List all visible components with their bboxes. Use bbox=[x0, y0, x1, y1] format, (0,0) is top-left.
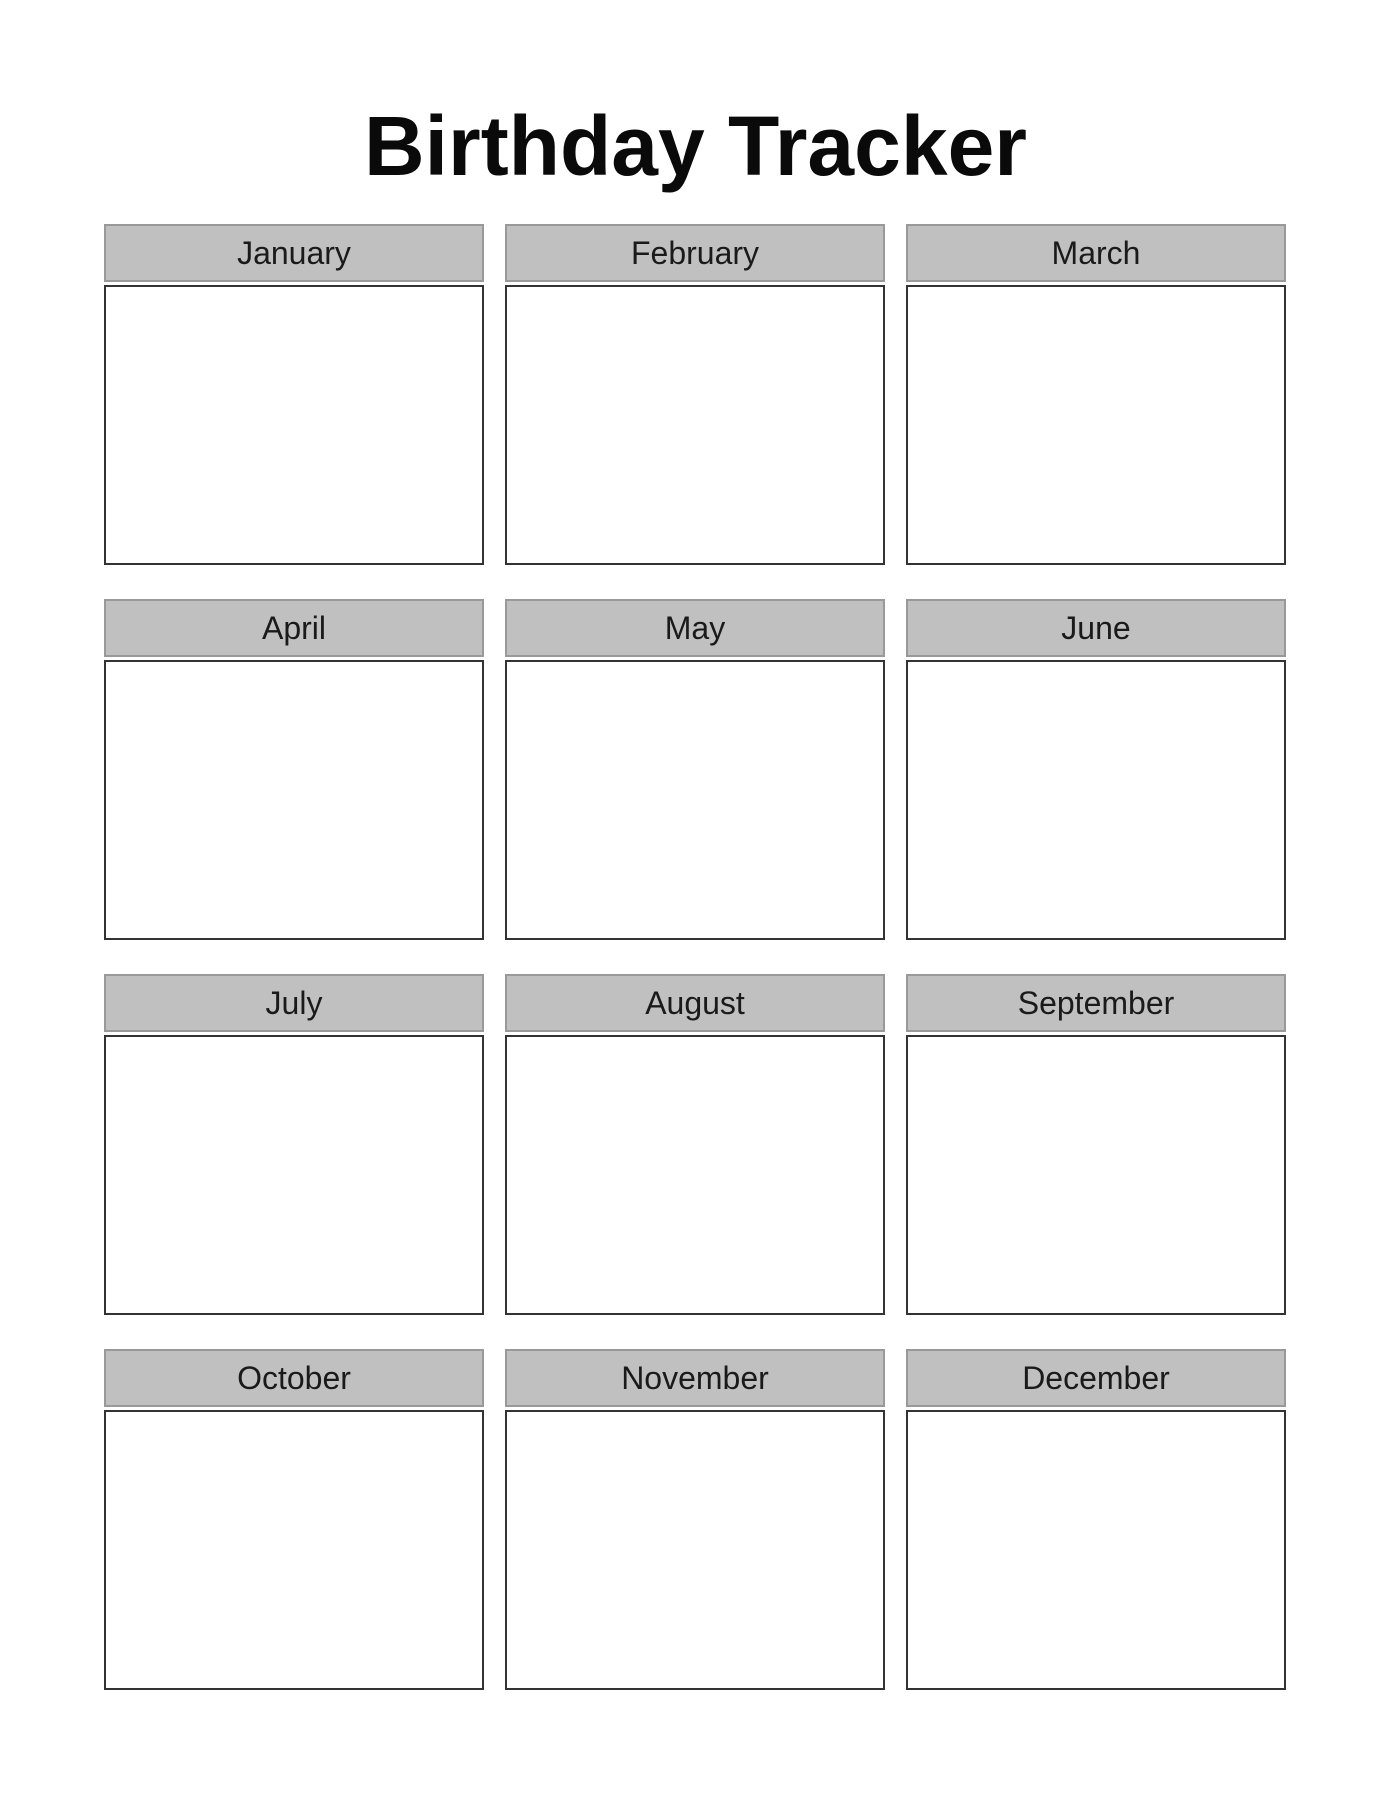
month-entry-box[interactable] bbox=[505, 1035, 885, 1315]
month-entry-box[interactable] bbox=[505, 1410, 885, 1690]
month-header: June bbox=[906, 599, 1286, 657]
month-header: April bbox=[104, 599, 484, 657]
month-entry-field[interactable] bbox=[507, 1412, 883, 1688]
month-header: October bbox=[104, 1349, 484, 1407]
month-entry-box[interactable] bbox=[505, 285, 885, 565]
month-header: September bbox=[906, 974, 1286, 1032]
month-entry-box[interactable] bbox=[906, 660, 1286, 940]
month-entry-field[interactable] bbox=[507, 287, 883, 563]
month-entry-box[interactable] bbox=[906, 285, 1286, 565]
month-header: January bbox=[104, 224, 484, 282]
month-header: February bbox=[505, 224, 885, 282]
month-card-april bbox=[104, 599, 484, 940]
month-entry-field[interactable] bbox=[507, 1037, 883, 1313]
month-entry-box[interactable] bbox=[104, 1410, 484, 1690]
month-entry-field[interactable] bbox=[106, 662, 482, 938]
month-entry-box[interactable] bbox=[104, 1035, 484, 1315]
month-header: March bbox=[906, 224, 1286, 282]
month-card-january bbox=[104, 224, 484, 565]
month-entry-field[interactable] bbox=[908, 287, 1284, 563]
month-entry-field[interactable] bbox=[507, 662, 883, 938]
month-card-november bbox=[505, 1349, 885, 1690]
month-entry-box[interactable] bbox=[505, 660, 885, 940]
month-entry-box[interactable] bbox=[906, 1035, 1286, 1315]
month-header: November bbox=[505, 1349, 885, 1407]
month-card-may bbox=[505, 599, 885, 940]
month-card-july bbox=[104, 974, 484, 1315]
month-entry-field[interactable] bbox=[106, 1037, 482, 1313]
month-card-february bbox=[505, 224, 885, 565]
page-title: Birthday Tracker bbox=[364, 99, 1027, 193]
month-header: July bbox=[104, 974, 484, 1032]
month-card-september bbox=[906, 974, 1286, 1315]
month-entry-field[interactable] bbox=[106, 1412, 482, 1688]
month-card-june bbox=[906, 599, 1286, 940]
month-card-march bbox=[906, 224, 1286, 565]
month-entry-field[interactable] bbox=[908, 1412, 1284, 1688]
month-entry-box[interactable] bbox=[906, 1410, 1286, 1690]
month-entry-field[interactable] bbox=[908, 662, 1284, 938]
month-grid bbox=[104, 224, 1287, 1690]
month-entry-box[interactable] bbox=[104, 660, 484, 940]
month-header: December bbox=[906, 1349, 1286, 1407]
month-entry-field[interactable] bbox=[908, 1037, 1284, 1313]
month-entry-field[interactable] bbox=[106, 287, 482, 563]
month-card-december bbox=[906, 1349, 1286, 1690]
month-entry-box[interactable] bbox=[104, 285, 484, 565]
month-card-october bbox=[104, 1349, 484, 1690]
month-card-august bbox=[505, 974, 885, 1315]
month-header: May bbox=[505, 599, 885, 657]
month-header: August bbox=[505, 974, 885, 1032]
